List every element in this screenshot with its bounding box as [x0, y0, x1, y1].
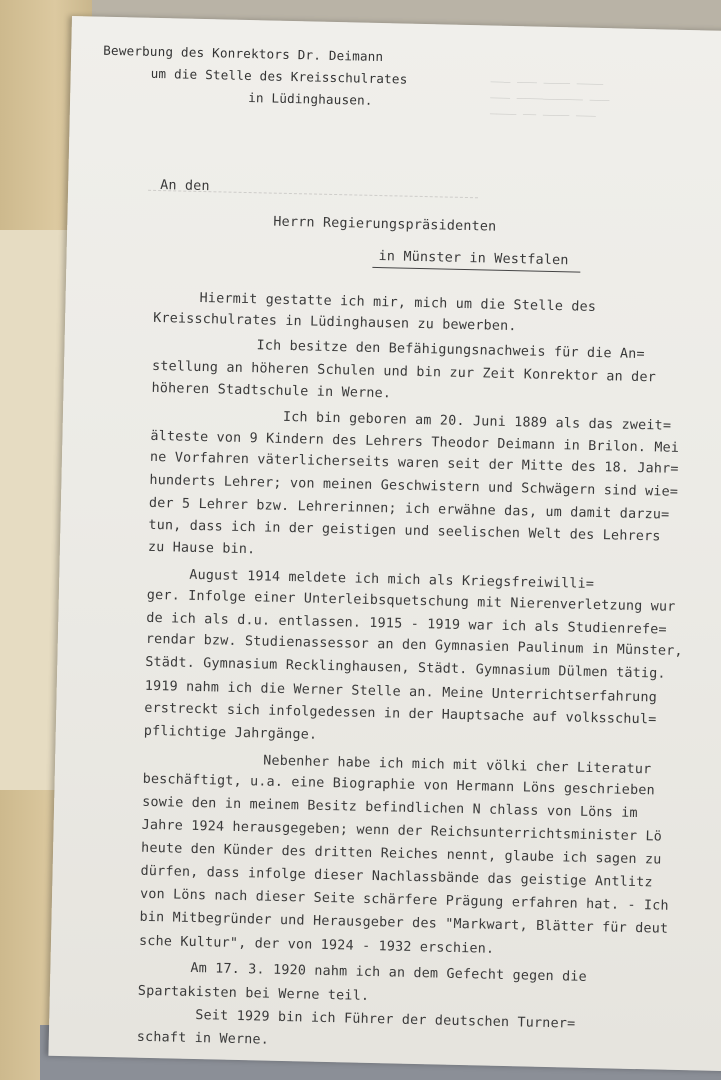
- body-line: bin Mitbegründer und Herausgeber des "Markwart, Blätter für deut: [139, 909, 669, 937]
- body-line: rendar bzw. Studienassessor an den Gymnasien Paulinum in Münster,: [145, 631, 683, 660]
- body-line: Hiermit gestatte ich mir, mich um die Stelle des: [199, 290, 597, 315]
- body-line: hunderts Lehrer; von meinen Geschwistern und Schwägern sind wie=: [149, 472, 679, 500]
- body-line: der 5 Lehrer bzw. Lehrerinnen; ich erwähne das, um damit darzu=: [148, 495, 670, 523]
- body-line: 1919 nahm ich die Werner Stelle an. Meine Unterrichtserfahrung: [144, 678, 658, 706]
- body-line: Am 17. 3. 1920 nahm ich an dem Gefecht gegen die: [190, 960, 588, 985]
- body-line: Ich bin geboren am 20. Juni 1889 als das zweit=: [282, 409, 672, 434]
- letter-page: ___ ___ ____ ____ ___ __________ ___ ____ __ ____ ___ Bewerbung des Konrektors Dr. Deimann um die Stelle des Kreisschulrates in Lüdinghausen. An den Herrn Regierungspräsidenten in Münster in Westfalen Hiermit gestatte ich mir, mich um die Stelle des Kreisschulrates in Lüdinghausen zu bewerben. Ich besitze den Befähigungsnachweis für die An= stellung an höheren Schulen und bin zur Zeit Konrektor an der höheren Stadtschule in Werne. Ich bin geboren am 20. Juni 1889 als das zweit= älteste von 9 Kindern des Lehrers Theodor Deimann in Brilon. Mei ne Vorfahren väterlicherseits waren seit der Mitte des 18. Jahr= hunderts Lehrer; von meinen Geschwistern und Schwägern sind wie= der 5 Lehrer bzw. Lehrerinnen; ich erwähne das, um damit darzu= tun, dass ich in der geistigen und seelischen Welt des Lehrers zu Hause bin. August 1914 meldete ich mich als Kriegsfreiwilli= ger. Infolge einer Unterleibsquetschung mit Nierenverletzung wur de ich als d.u. entlassen. 1915 - 1919 war ich als Studienrefe= rendar bzw. Studienassessor an den Gymnasien Paulinum in Münster, Städt. Gymnasium Recklinghausen, Städt. Gymnasium Dülmen tätig. 1919 nahm ich die Werner Stelle an. Meine Unterrichtserfahrung erstreckt sich infolgedessen in der Hauptsache auf volksschul= pflichtige Jahrgänge. Nebenher habe ich mich mit völki cher Literatur beschäftigt, u.a. eine Biographie von Hermann Löns geschrieben sowie den in meinem Besitz befindlichen N chlass von Löns im Jahre 1924 herausgegeben; wenn der Reichsunterrichtsminister Lö heute den Künder des dritten Reiches nennt, glaube ich sagen zu dürfen, dass infolge dieser Nachlassbände das geistige Antlitz von Löns nach dieser Seite schärfere Prägung erfahren hat. - Ich bin Mitbegründer und Herausgeber des "Markwart, Blätter für deut sche Kultur", der von 1924 - 1932 erschien. Am 17. 3. 1920 nahm ich an dem Gefecht gegen die Spartakisten bei Werne teil. Seit 1929 bin ich Führer der deutschen Turner= schaft in Werne.: [48, 16, 721, 1071]
- body-line: von Löns nach dieser Seite schärfere Prägung erfahren hat. - Ich: [139, 886, 669, 914]
- body-line: älteste von 9 Kindern des Lehrers Theodor Deimann in Brilon. Mei: [150, 428, 680, 456]
- body-line: sche Kultur", der von 1924 - 1932 erschien.: [138, 933, 495, 957]
- body-line: heute den Künder des dritten Reiches nennt, glaube ich sagen zu: [140, 840, 662, 868]
- body-line: höheren Stadtschule in Werne.: [151, 380, 392, 402]
- body-line: beschäftigt, u.a. eine Biographie von Hermann Löns geschrieben: [142, 771, 655, 799]
- body-line: Ich besitze den Befähigungsnachweis für die An=: [256, 338, 645, 363]
- body-line: zu Hause bin.: [147, 539, 256, 558]
- addressee-line-1: Herrn Regierungspräsidenten: [273, 214, 497, 235]
- body-line: ne Vorfahren väterlicherseits waren seit der Mitte des 18. Jahr=: [149, 449, 679, 477]
- body-line: Nebenher habe ich mich mit völki cher Literatur: [262, 753, 652, 778]
- body-line: sowie den in meinem Besitz befindlichen N chlass von Löns im: [142, 794, 638, 822]
- body-line: Städt. Gymnasium Recklinghausen, Städt. Gymnasium Dülmen tätig.: [145, 654, 666, 682]
- body-line: dürfen, dass infolge dieser Nachlassbände das geistige Antlitz: [140, 863, 653, 891]
- body-line: Kreisschulrates in Lüdinghausen zu bewerben.: [152, 310, 517, 335]
- body-line: ger. Infolge einer Unterleibsquetschung mit Nierenverletzung wur: [146, 587, 676, 615]
- body-line: August 1914 meldete ich mich als Kriegsfreiwilli=: [189, 567, 595, 592]
- body-line: schaft in Werne.: [136, 1029, 270, 1048]
- body-line: erstreckt sich infolgedessen in der Hauptsache auf volksschul=: [144, 700, 657, 728]
- header-line-3: in Lüdinghausen.: [248, 90, 373, 108]
- body-line: Spartakisten bei Werne teil.: [137, 983, 370, 1004]
- body-line: tun, dass ich in der geistigen und seelischen Welt des Lehrers: [148, 517, 661, 545]
- salutation: An den: [160, 178, 210, 195]
- body-line: pflichtige Jahrgänge.: [143, 723, 318, 743]
- header-line-1: Bewerbung des Konrektors Dr. Deimann: [103, 42, 384, 65]
- body-line: Seit 1929 bin ich Führer der deutschen Turner=: [195, 1008, 576, 1032]
- body-line: de ich als d.u. entlassen. 1915 - 1919 war ich als Studienrefe=: [146, 610, 667, 638]
- addressee-line-2: in Münster in Westfalen: [378, 249, 569, 269]
- body-line: stellung an höheren Schulen und bin zur Zeit Konrektor an der: [151, 358, 657, 386]
- body-line: Jahre 1924 herausgegeben; wenn der Reichsunterrichtsminister Lö: [141, 817, 663, 845]
- header-line-2: um die Stelle des Kreisschulrates: [150, 65, 408, 87]
